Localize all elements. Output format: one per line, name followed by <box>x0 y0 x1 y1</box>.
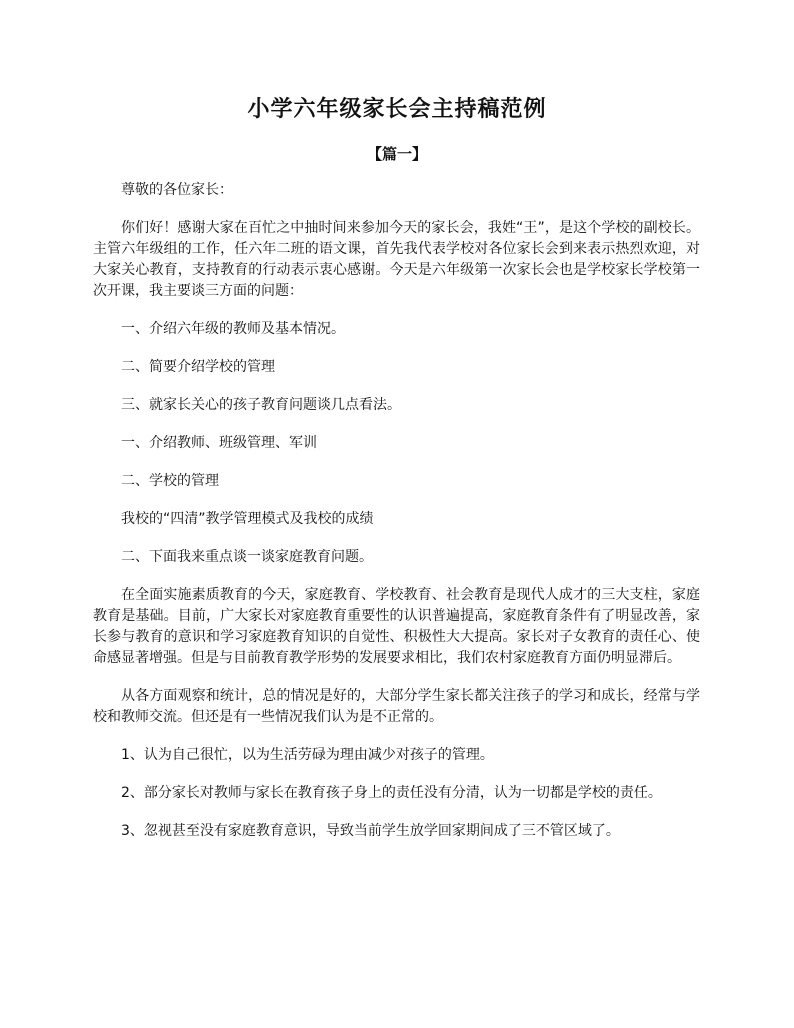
paragraph: 三、就家长关心的孩子教育问题谈几点看法。 <box>121 397 401 413</box>
paragraph: 我校的“四清”教学管理模式及我校的成绩 <box>121 511 374 527</box>
paragraph: 一、介绍教师、班级管理、军训 <box>121 435 317 451</box>
paragraph: 你们好！感谢大家在百忙之中抽时间来参加今天的家长会，我姓“王”，是这个学校的副校长。主管六年级组的工作，任六年二班的语文课，首先我代表学校对各位家长会到来表示热烈欢迎，对大家关心教育，支持教育的行动表示衷心感谢。今天是六年级第一次家长会也是学校家长学校第一次开课，我主要谈三方面的问题： <box>93 220 700 299</box>
paragraph: 在全面实施素质教育的今天，家庭教育、学校教育、社会教育是现代人成才的三大支柱，家庭教育是基础。目前，广大家长对家庭教育重要性的认识普遍提高，家庭教育条件有了明显改善，家长参与教育的意识和学习家庭教育知识的自觉性、积极性大大提高。家长对子女教育的责任心、使命感显著增强。但是与目前教育教学形势的发展要求相比，我们农村家庭教育方面仍明显滞后。 <box>93 587 700 666</box>
paragraph: 二、学校的管理 <box>121 473 219 489</box>
paragraph: 二、下面我来重点谈一谈家庭教育问题。 <box>121 549 373 565</box>
paragraph: 3、忽视甚至没有家庭教育意识，导致当前学生放学回家期间成了三不管区域了。 <box>121 823 620 839</box>
section-label: 【篇一】 <box>366 145 427 163</box>
paragraph: 二、简要介绍学校的管理 <box>121 359 275 375</box>
paragraph: 尊敬的各位家长： <box>121 182 233 198</box>
paragraph: 1、认为自己很忙，以为生活劳碌为理由减少对孩子的管理。 <box>121 747 494 763</box>
document-body <box>93 180 700 859</box>
paragraph: 一、介绍六年级的教师及基本情况。 <box>121 321 345 337</box>
paragraph: 从各方面观察和统计，总的情况是好的，大部分学生家长都关注孩子的学习和成长，经常与学校和教师交流。但还是有一些情况我们认为是不正常的。 <box>93 688 700 725</box>
paragraph: 2、部分家长对教师与家长在教育孩子身上的责任没有分清，认为一切都是学校的责任。 <box>121 785 662 801</box>
document-title: 小学六年级家长会主持稿范例 <box>247 96 547 122</box>
